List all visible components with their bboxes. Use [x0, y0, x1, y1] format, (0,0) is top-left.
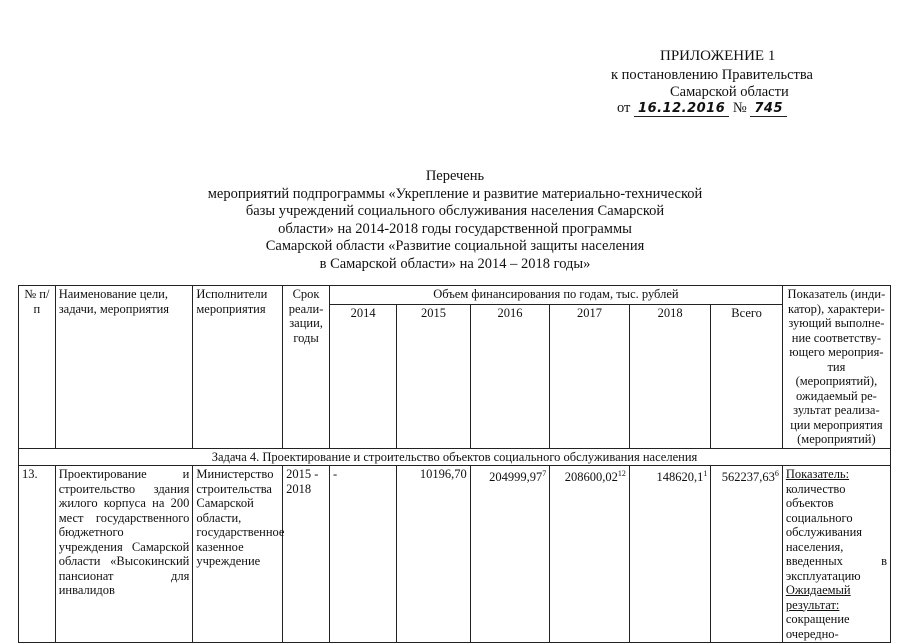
year-total: Всего — [711, 305, 782, 449]
indicator-text: количество объектов социального обслуживания населения, введенных в эксплуатацию — [785, 481, 887, 583]
year-2017: 2017 — [550, 305, 630, 449]
from-label: от — [617, 100, 631, 116]
row-executors: Министерство строительства Самарской области, государственное казенное учреждение — [193, 466, 283, 643]
resolution-line: к постановлению Правительства — [611, 67, 813, 83]
row-num: 13. — [19, 466, 56, 643]
title-line: мероприятий подпрограммы «Укрепление и развитие материально-технической — [207, 185, 703, 202]
col-num-header: № п/п — [19, 286, 56, 449]
footnote-mark: 6 — [774, 469, 779, 478]
row-2015: 10196,70 — [397, 466, 470, 643]
row-term: 2015 - 2018 — [283, 466, 330, 643]
row-2016 — [470, 466, 550, 643]
title-line: Самарской области «Развитие социальной защиты населения — [265, 238, 645, 254]
value: 204999,97 — [489, 470, 543, 485]
col-term-header: Срок реали-зации, годы — [283, 286, 330, 449]
value: 148620,1 — [656, 470, 704, 485]
number-label: № — [732, 100, 747, 116]
handwritten-number: 745 — [750, 101, 787, 117]
measures-table — [18, 285, 891, 643]
footnote-mark: 12 — [617, 469, 626, 478]
title-line: базы учреждений социального обслуживания населения Самарской — [245, 203, 665, 219]
result-label: Ожидаемый результат: — [785, 583, 851, 612]
header-row — [19, 286, 891, 305]
document-title — [160, 168, 750, 273]
year-2014: 2014 — [330, 305, 397, 449]
row-2018 — [629, 466, 711, 643]
value: 208600,02 — [564, 470, 618, 485]
table-row — [19, 466, 891, 643]
col-indicator-header: Показатель (инди-катор), характери-зующий выполне-ние соответству-ющего мероприя-тия (мероприятий), ожидаемый ре-зультат реализа-ции мероприятия (мероприятий) — [782, 286, 890, 449]
row-total — [711, 466, 782, 643]
title-line: Перечень — [425, 168, 485, 184]
row-name: Проектирование и строительство здания жилого корпуса на 200 мест государственного бюджетного учреждения Самарской области «Высокинский пансионат для инвалидов — [55, 466, 193, 643]
col-executors-header: Исполнители мероприятия — [193, 286, 283, 449]
year-2016: 2016 — [470, 305, 550, 449]
title-line: области» на 2014-2018 годы государственной программы — [278, 220, 632, 237]
footnote-mark: 7 — [542, 469, 547, 478]
row-indicator — [782, 466, 890, 643]
region-line: Самарской области — [670, 84, 789, 100]
task-title: Задача 4. Проектирование и строительство объектов социального обслуживания населения — [19, 448, 891, 466]
task-row — [19, 448, 891, 466]
indicator-label: Показатель: — [785, 467, 850, 481]
handwritten-date: 16.12.2016 — [634, 101, 729, 117]
appendix-title: ПРИЛОЖЕНИЕ 1 — [660, 48, 776, 64]
row-2014: - — [330, 466, 397, 643]
date-number-line — [617, 100, 787, 117]
row-2017 — [550, 466, 630, 643]
year-2015: 2015 — [397, 305, 470, 449]
result-text: сокращение очередно- — [785, 612, 850, 641]
value: 562237,63 — [721, 470, 775, 485]
title-line: в Самарской области» на 2014 – 2018 годы» — [319, 255, 591, 272]
year-2018: 2018 — [629, 305, 711, 449]
col-name-header: Наименование цели, задачи, мероприятия — [55, 286, 193, 449]
footnote-mark: 1 — [703, 469, 708, 478]
col-funding-header: Объем финансирования по годам, тыс. рублей — [330, 286, 783, 305]
